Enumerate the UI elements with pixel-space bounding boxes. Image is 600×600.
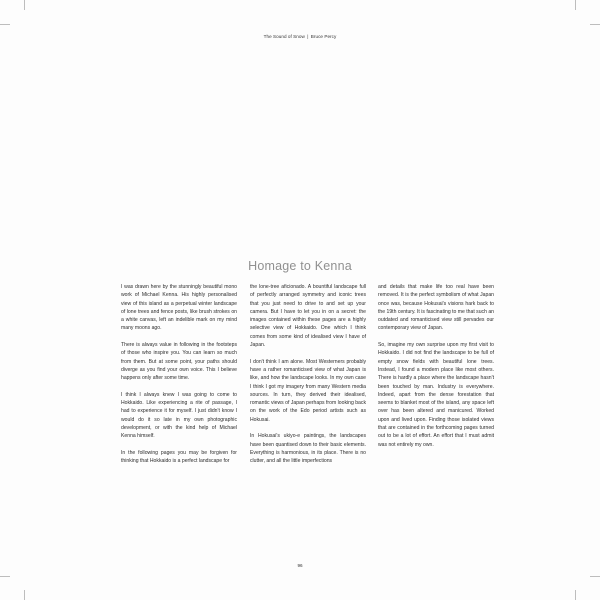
crop-mark-top-left-v <box>24 0 25 10</box>
paragraph: and details that make life too real have been removed. It is the perfect symbolism of what Japan once was, because Hokusai's visions hark back to the 19th century. It is fascinating to me that such an outdated and romanticised view still pervades our contemporary view of Japan. <box>378 284 494 332</box>
running-header <box>0 34 600 39</box>
crop-mark-bottom-right-v <box>575 590 576 600</box>
paragraph: So, imagine my own surprise upon my first visit to Hokkaido. I did not find the landscape to be full of empty snow fields with beautiful lone trees. Instead, I found a modern place like most others. There is hardly a place where the landscape hasn't been touched by man. Industry is everywhere. Indeed, apart from the dense forestation that seems to blanket most of the island, any space left over has been altered and manicured. Worked upon and lived upon. Finding those isolated views that are contained in the forthcoming pages turned out to be a lot of effort. An effort that I must admit was not entirely my own. <box>378 342 494 448</box>
crop-mark-top-right-h <box>590 24 600 25</box>
paragraph: I don't think I am alone. Most Westerners probably have a rather romanticised view of what Japan is like, and how the landscape looks. In my own case I think I got my imagery from many Western media sources. In turn, they derived their idealised, romantic views of Japan perhaps from looking back on the work of the Edo period artists such as Hokusai. <box>250 358 366 423</box>
paragraph: I think I always knew I was going to come to Hokkaido. Like experiencing a rite of passage, I had to experience it for myself. I just didn't know I would do it so late in my own photographic development, or with the kind help of Michael Kenna himself. <box>121 391 237 440</box>
book-title: The Sound of Snow <box>263 34 305 39</box>
paragraph: In the following pages you may be forgiven for thinking that Hokkaido is a perfect landscape for <box>121 449 237 465</box>
paragraph: I was drawn here by the stunningly beautiful mono work of Michael Kenna. His highly personalised view of this island as a perpetual winter landscape of lone trees and fence posts, like brush strokes on a white canvas, left an indelible mark on my mind many moons ago. <box>121 284 237 332</box>
crop-mark-top-right-v <box>575 0 576 10</box>
section-title: Homage to Kenna <box>248 259 352 274</box>
text-column-1 <box>121 283 237 474</box>
paragraph: There is always value in following in the footsteps of those who inspire you. You can learn so much from them. But at some point, your paths should diverge as you find your own voice. This I believe happens only after some time. <box>121 342 237 382</box>
page-number: 96 <box>297 563 303 568</box>
text-column-2 <box>250 283 366 474</box>
crop-mark-bottom-left-h <box>0 576 10 577</box>
header-separator: | <box>307 34 309 39</box>
crop-mark-top-left-h <box>0 24 10 25</box>
paragraph: the lone-tree aficionado. A bountiful landscape full of perfectly arranged symmetry and iconic trees that you just need to drive to and set up your camera. But I have to let you in on a secret: the images contained within these pages are a highly selective view of Hokkaido. One which I think comes from some kind of idealised view I have of Japan. <box>250 284 366 349</box>
author-name: Bruce Percy <box>310 34 337 39</box>
crop-mark-bottom-left-v <box>24 590 25 600</box>
paragraph: In Hokusai's ukiyo-e paintings, the landscapes have been quantised down to their basic elements. Everything is harmonious, in its place. There is no clutter, and all the little imperfections <box>250 433 366 465</box>
text-column-3 <box>378 283 494 457</box>
crop-mark-bottom-right-h <box>590 576 600 577</box>
